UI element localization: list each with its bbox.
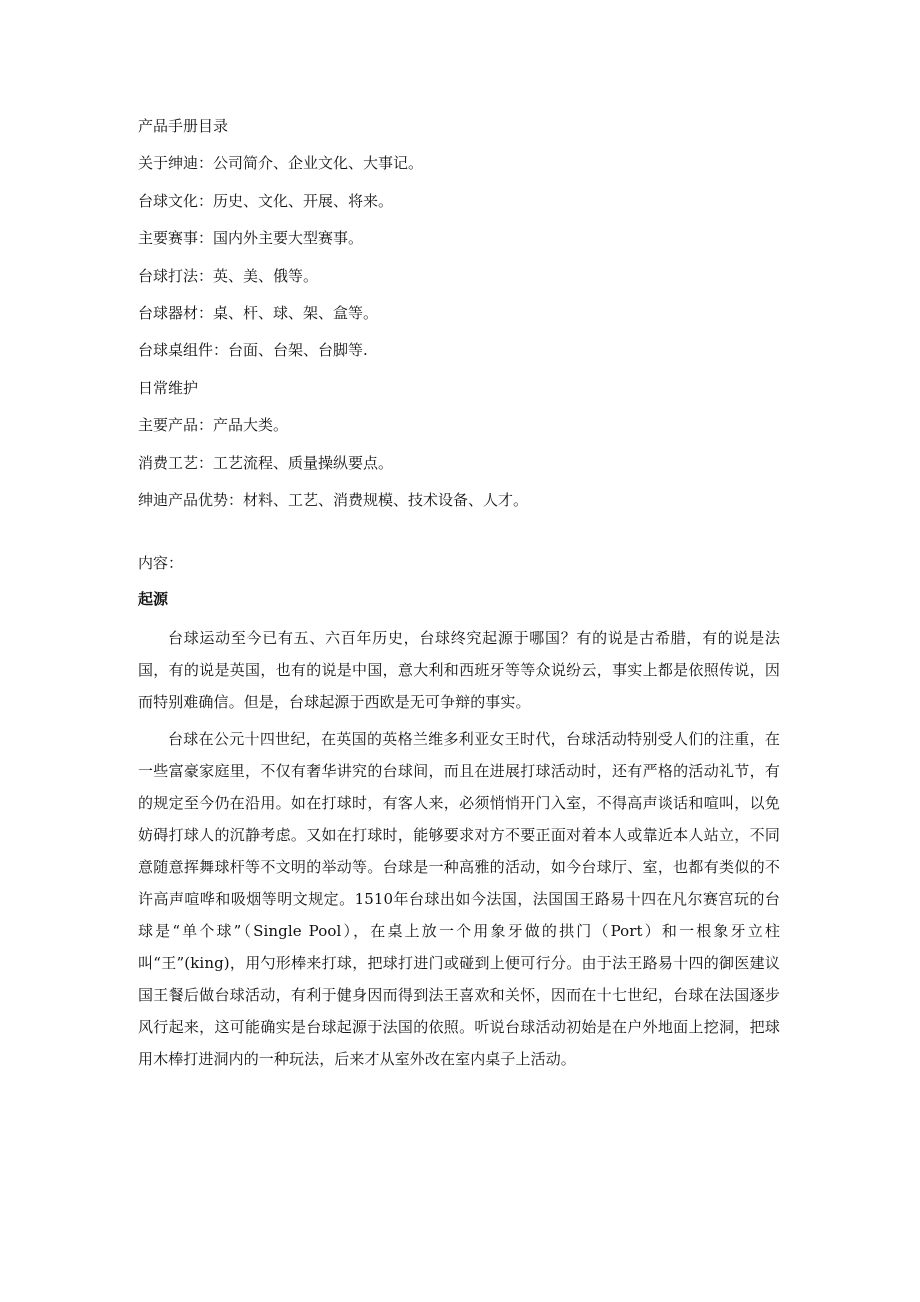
- table-of-contents: [138, 116, 798, 527]
- paragraph-origin-intro: 台球运动至今已有五、六百年历史，台球终究起源于哪国？有的说是古希腊，有的说是法国，有的说是英国，也有的说是中国，意大利和西班牙等等众说纷云，事实上都是依照传说，因而特别难确信。但是，台球起源于西欧是无可争辩的事实。: [138, 629, 780, 711]
- body-text: [138, 622, 780, 1080]
- toc-item-culture: 台球文化：历史、文化、开展、将来。: [138, 191, 394, 210]
- toc-title: 产品手册目录: [138, 117, 229, 135]
- toc-item-table-parts: 台球桌组件：台面、台架、台脚等.: [138, 341, 368, 360]
- toc-item-about: 关于绅迪：公司简介、企业文化、大事记。: [138, 154, 424, 173]
- toc-item-process: 消费工艺：工艺流程、质量操纵要点。: [138, 453, 394, 472]
- content-label: 内容：: [138, 554, 184, 572]
- paragraph-origin-history: 台球在公元十四世纪，在英国的英格兰维多利亚女王时代，台球活动特别受人们的注重，在一些富豪家庭里，不仅有奢华讲究的台球间，而且在进展打球活动时，还有严格的活动礼节，有的规定至今仍在沿用。如在打球时，有客人来，必须悄悄开门入室，不得高声谈话和喧叫，以免妨碍打球人的沉静考虑。又如在打球时，能够要求对方不要正面对着本人或靠近本人站立，不同意随意挥舞球杆等不文明的举动等。台球是一种高雅的活动，如今台球厅、室，也都有类似的不许高声喧哗和吸烟等明文规定。1510年台球出如今法国，法国国王路易十四在凡尔赛宫玩的台球是“单个球”（Single Pool），在桌上放一个用象牙做的拱门（Port）和一根象牙立柱叫“王”(king)，用勺形棒来打球，把球打进门或碰到上便可行分。由于法王路易十四的御医建议国王餐后做台球活动，有利于健身因而得到法王喜欢和关怀，因而在十七世纪，台球在法国逐步风行起来，这可能确实是台球起源于法国的依照。听说台球活动初始是在户外地面上挖洞，把球用木棒打进洞内的一种玩法，后来才从室外改在室内桌子上活动。: [138, 730, 780, 1068]
- toc-item-maintenance: 日常维护: [138, 378, 199, 397]
- toc-item-advantages: 绅迪产品优势：材料、工艺、消费规模、技术设备、人才。: [138, 490, 529, 509]
- section-heading-origin: 起源: [138, 590, 169, 608]
- toc-item-play-styles: 台球打法：英、美、俄等。: [138, 266, 319, 285]
- toc-item-events: 主要赛事：国内外主要大型赛事。: [138, 229, 364, 248]
- toc-item-products: 主要产品：产品大类。: [138, 416, 289, 435]
- toc-item-equipment: 台球器材：桌、杆、球、架、盒等。: [138, 303, 379, 322]
